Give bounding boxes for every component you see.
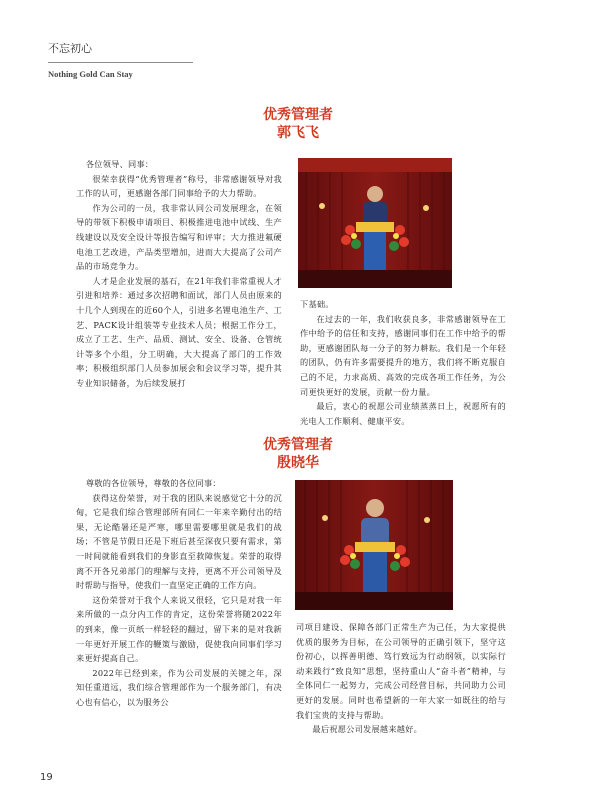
section1-right-text [300, 297, 506, 428]
section2-paragraph: 获得这份荣誉，对于我的团队来说感觉它十分的沉甸，它是我们综合管理部所有同仁一年来辛勤付出的结果，无论酷暑还是严寒，哪里需要哪里就是我们的战场；不管是节假日还是下班后甚至深夜只要有需求，第一时间就能看到我们的身影直至救障恢复。荣誉的取得离不开各兄弟部门的理解与支持，更离不开公司领导及时帮助与指导，使我们一直坚定正确的工作方向。 [76, 492, 282, 591]
header-title-cn: 不忘初心 [48, 42, 92, 55]
header-rule [48, 62, 193, 63]
section2-paragraph: 这份荣誉对于我个人来说又很轻，它只是对我一年来所做的一点分内工作的肯定，这份荣誉将随2022年的到来，像一页纸一样轻轻的翻过，留下来的是对我新一年更好开展工作的鞭策与激励，促使我向同事们学习来更好提高自己。 [76, 594, 282, 664]
section2-award: 优秀管理者 [263, 437, 333, 453]
section1-paragraph: 很荣幸获得“优秀管理者”称号，非常感谢领导对我工作的认可，更感谢各部门同事给予的大力帮助。 [76, 173, 282, 199]
section1-paragraph: 人才是企业发展的基石，在21年我们非常重视人才引进和培养：通过多次招聘和面试，部门人员由原来的十几个人到现在的近60个人，引进多名锂电池生产、工艺、PACK设计组装等专业技术人员；根据工作分工，成立了工艺、生产、品质、测试、安全、设备、仓管统计等多个小组，分工明确，大大提高了部门的工作效率；积极组织部门人员参加展会和会议学习等，提升其专业知识储备，为后续发展打 [76, 275, 282, 388]
section2-greeting: 尊敬的各位领导，尊敬的各位同事： [85, 478, 221, 488]
section1-paragraph: 下基础。 [300, 299, 334, 309]
section1-name: 郭飞飞 [277, 125, 319, 141]
section2-heading [248, 436, 348, 472]
section2-paragraph: 2022年已经到来，作为公司发展的关键之年，深知任重道远，我们综合管理部作为一个服务部门，有决心也有信心，以为服务公 [76, 667, 282, 707]
running-header [48, 40, 193, 79]
section1-award: 优秀管理者 [263, 107, 333, 123]
section2-right-text [296, 620, 506, 737]
section1-paragraph: 作为公司的一员，我非常认同公司发展理念，在领导的带领下积极申请项目、积极推进电池中试线、生产线建设以及安全设计等报告编写和评审；大力推进氟硬电池工艺改进，产品类型增加，进而大大提高了公司产品的市场竞争力。 [76, 202, 282, 272]
header-title-en: Nothing Gold Can Stay [48, 69, 133, 79]
section1-paragraph: 在过去的一年，我们收获良多，非常感谢领导在工作中给予的信任和支持，感谢同事们在工作中给予的帮助，更感谢团队每一分子的努力耕耘。我们是一个年轻的团队，仍有许多需要提升的地方，我们将不断克服自己的不足，力求高质、高效的完成各项工作任务，为公司更快更好的发展，贡献一份力量。 [300, 313, 506, 397]
section1-heading [248, 106, 348, 142]
section2-left-text [76, 476, 282, 710]
section1-greeting: 各位领导、同事： [85, 159, 154, 169]
section2-paragraph: 司项目建设、保障各部门正常生产为己任，为大家提供优质的服务为目标，在公司领导的正确引领下，坚守这份初心，以挥善明德、笃行致远为行动纲领，以实际行动来践行“致良知”思想，坚持重山人“奋斗者”精神，与全体同仁一起努力，完成公司经营目标，共同助力公司更好的发展。同时也希望新的一年大家一如既往的给与我们宝贵的支持与帮助。 [296, 622, 506, 720]
section1-photo [298, 158, 452, 288]
section2-name: 殷晓华 [277, 455, 319, 471]
page-number: 19 [40, 772, 53, 783]
section2-photo [295, 480, 453, 610]
section1-paragraph: 最后，衷心的祝愿公司业绩蒸蒸日上，祝愿所有的光电人工作顺利、健康平安。 [300, 401, 506, 426]
section1-left-text [76, 157, 282, 391]
section2-paragraph: 最后祝愿公司发展越来越好。 [312, 724, 423, 735]
